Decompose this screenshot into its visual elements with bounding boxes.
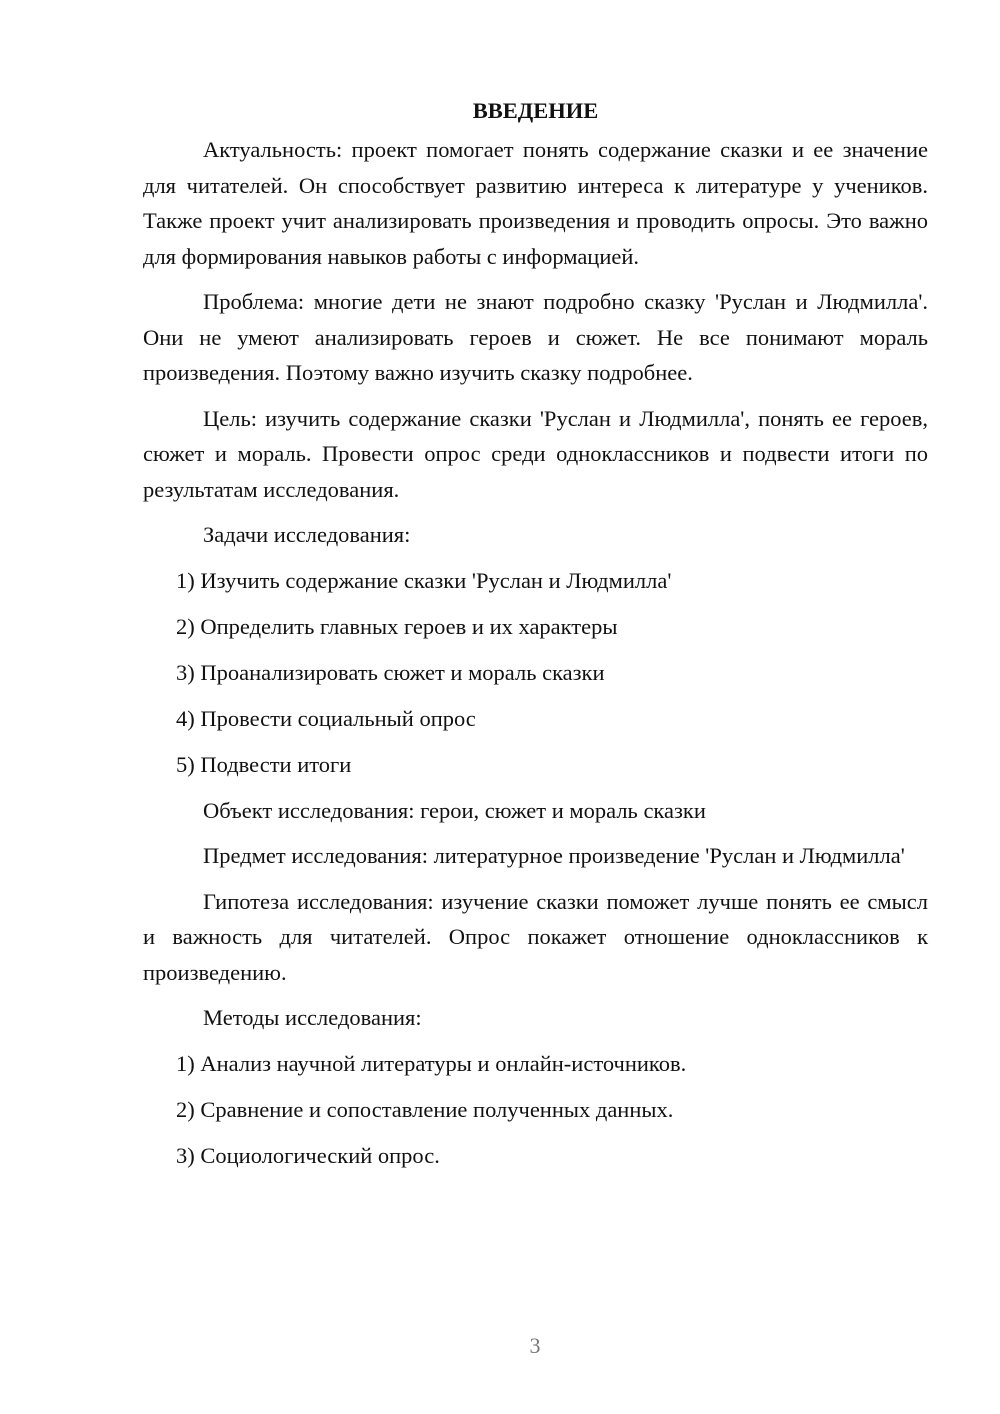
problem-paragraph: Проблема: многие дети не знают подробно сказку 'Руслан и Людмилла'. Они не умеют анализировать героев и сюжет. Не все понимают мораль произведения. Поэтому важно изучить сказку подробнее.: [143, 289, 928, 385]
goal-paragraph: Цель: изучить содержание сказки 'Руслан и Людмилла', понять ее героев, сюжет и мораль. Провести опрос среди одноклассников и подвести итоги по результатам исследования.: [143, 405, 928, 502]
list-item: 4) Провести социальный опрос: [176, 705, 476, 731]
list-item: 3) Проанализировать сюжет и мораль сказки: [176, 659, 605, 685]
tasks-label: Задачи исследования:: [203, 522, 411, 547]
page-number: 3: [529, 1333, 541, 1358]
methods-label: Методы исследования:: [203, 1005, 422, 1030]
object-paragraph: Объект исследования: герои, сюжет и мораль сказки: [203, 797, 706, 823]
methods-list: [143, 1046, 928, 1174]
list-item: 1) Анализ научной литературы и онлайн-источников.: [176, 1050, 687, 1076]
subject-paragraph: Предмет исследования: литературное произведение 'Руслан и Людмилла': [203, 843, 905, 868]
tasks-list: [143, 563, 928, 783]
list-item: 2) Определить главных героев и их характеры: [176, 613, 618, 639]
list-item: 1) Изучить содержание сказки 'Руслан и Людмилла': [176, 567, 672, 593]
list-item: 2) Сравнение и сопоставление полученных данных.: [176, 1096, 674, 1122]
section-heading: ВВЕДЕНИЕ: [472, 98, 599, 123]
hypothesis-paragraph: Гипотеза исследования: изучение сказки поможет лучше понять ее смысл и важность для читателей. Опрос покажет отношение одноклассников к произведению.: [143, 888, 928, 985]
list-item: 3) Социологический опрос.: [176, 1142, 440, 1168]
relevance-paragraph: Актуальность: проект помогает понять содержание сказки и ее значение для читателей. Он способствует развитию интереса к литературе у учеников. Также проект учит анализировать произведения и проводить опросы. Это важно для формирования навыков работы с информацией.: [143, 137, 928, 269]
list-item: 5) Подвести итоги: [176, 751, 352, 777]
page-content: [143, 96, 928, 1184]
